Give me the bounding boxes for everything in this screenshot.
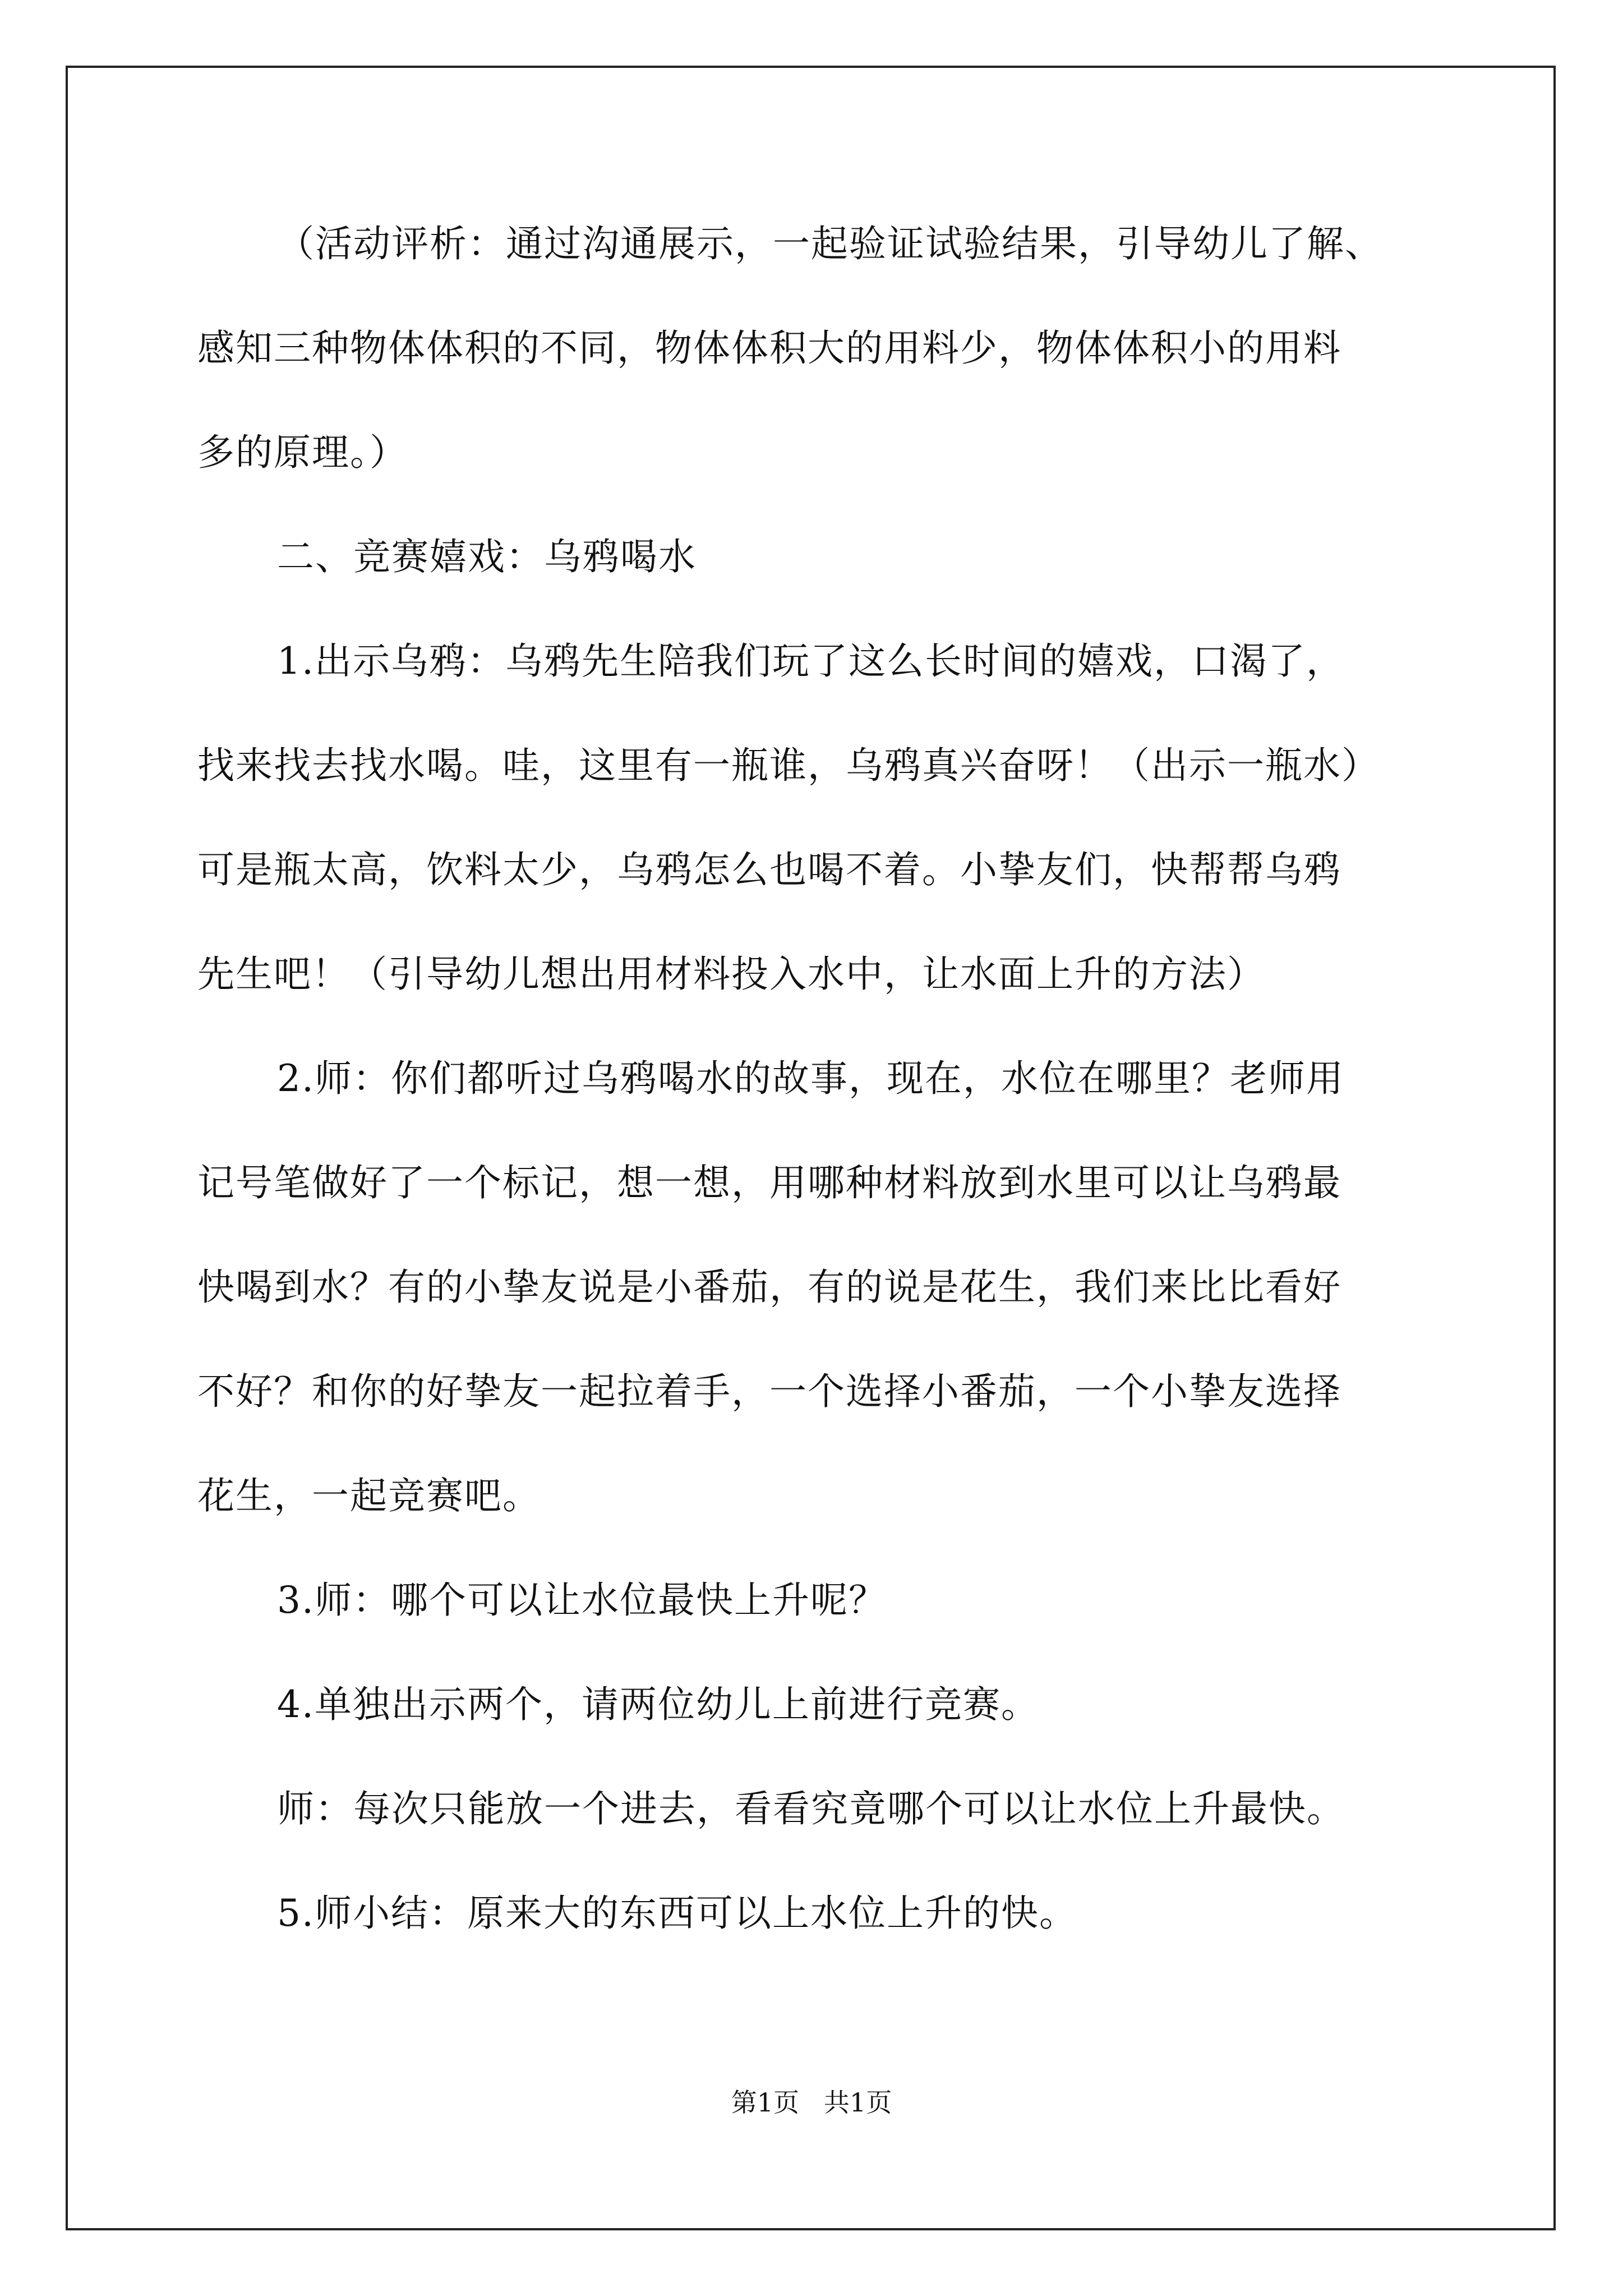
paragraph-line: （活动评析：通过沟通展示，一起验证试验结果，引导幼儿了解、 xyxy=(277,222,1383,265)
paragraph-line: 3.师：哪个可以让水位最快上升呢？ xyxy=(277,1579,887,1622)
paragraph-line: 不好？和你的好挚友一起拉着手，一个选择小番茄，一个小挚友选择 xyxy=(197,1370,1341,1413)
paragraph-line: 记号笔做好了一个标记，想一想，用哪种材料放到水里可以让乌鸦最 xyxy=(197,1161,1341,1204)
section-heading: 二、竞赛嬉戏：乌鸦喝水 xyxy=(277,535,697,578)
paragraph-line: 可是瓶太高，饮料太少，乌鸦怎么也喝不着。小挚友们，快帮帮乌鸦 xyxy=(197,848,1341,891)
paragraph-line: 找来找去找水喝。哇，这里有一瓶谁，乌鸦真兴奋呀！（出示一瓶水） xyxy=(197,744,1380,787)
paragraph-line: 4.单独出示两个，请两位幼儿上前进行竞赛。 xyxy=(277,1683,1039,1726)
paragraph-line: 花生，一起竞赛吧。 xyxy=(197,1474,541,1517)
paragraph-line: 5.师小结：原来大的东西可以上水位上升的快。 xyxy=(277,1892,1077,1935)
paragraph-line: 1.出示乌鸦：乌鸦先生陪我们玩了这么长时间的嬉戏，口渴了， xyxy=(277,639,1344,683)
paragraph-line: 快喝到水？有的小挚友说是小番茄，有的说是花生，我们来比比看好 xyxy=(197,1266,1341,1309)
paragraph-line: 多的原理。） xyxy=(197,431,408,474)
paragraph-line: 师：每次只能放一个进去，看看究竟哪个可以让水位上升最快。 xyxy=(277,1787,1345,1830)
paragraph-line: 先生吧！（引导幼儿想出用材料投入水中，让水面上升的方法） xyxy=(197,953,1265,996)
page-number-footer: 第1页 共1页 xyxy=(731,2087,892,2118)
paragraph-line: 2.师：你们都听过乌鸦喝水的故事，现在，水位在哪里？老师用 xyxy=(277,1057,1344,1100)
paragraph-line: 感知三种物体体积的不同，物体体积大的用料少，物体体积小的用料 xyxy=(197,326,1341,370)
